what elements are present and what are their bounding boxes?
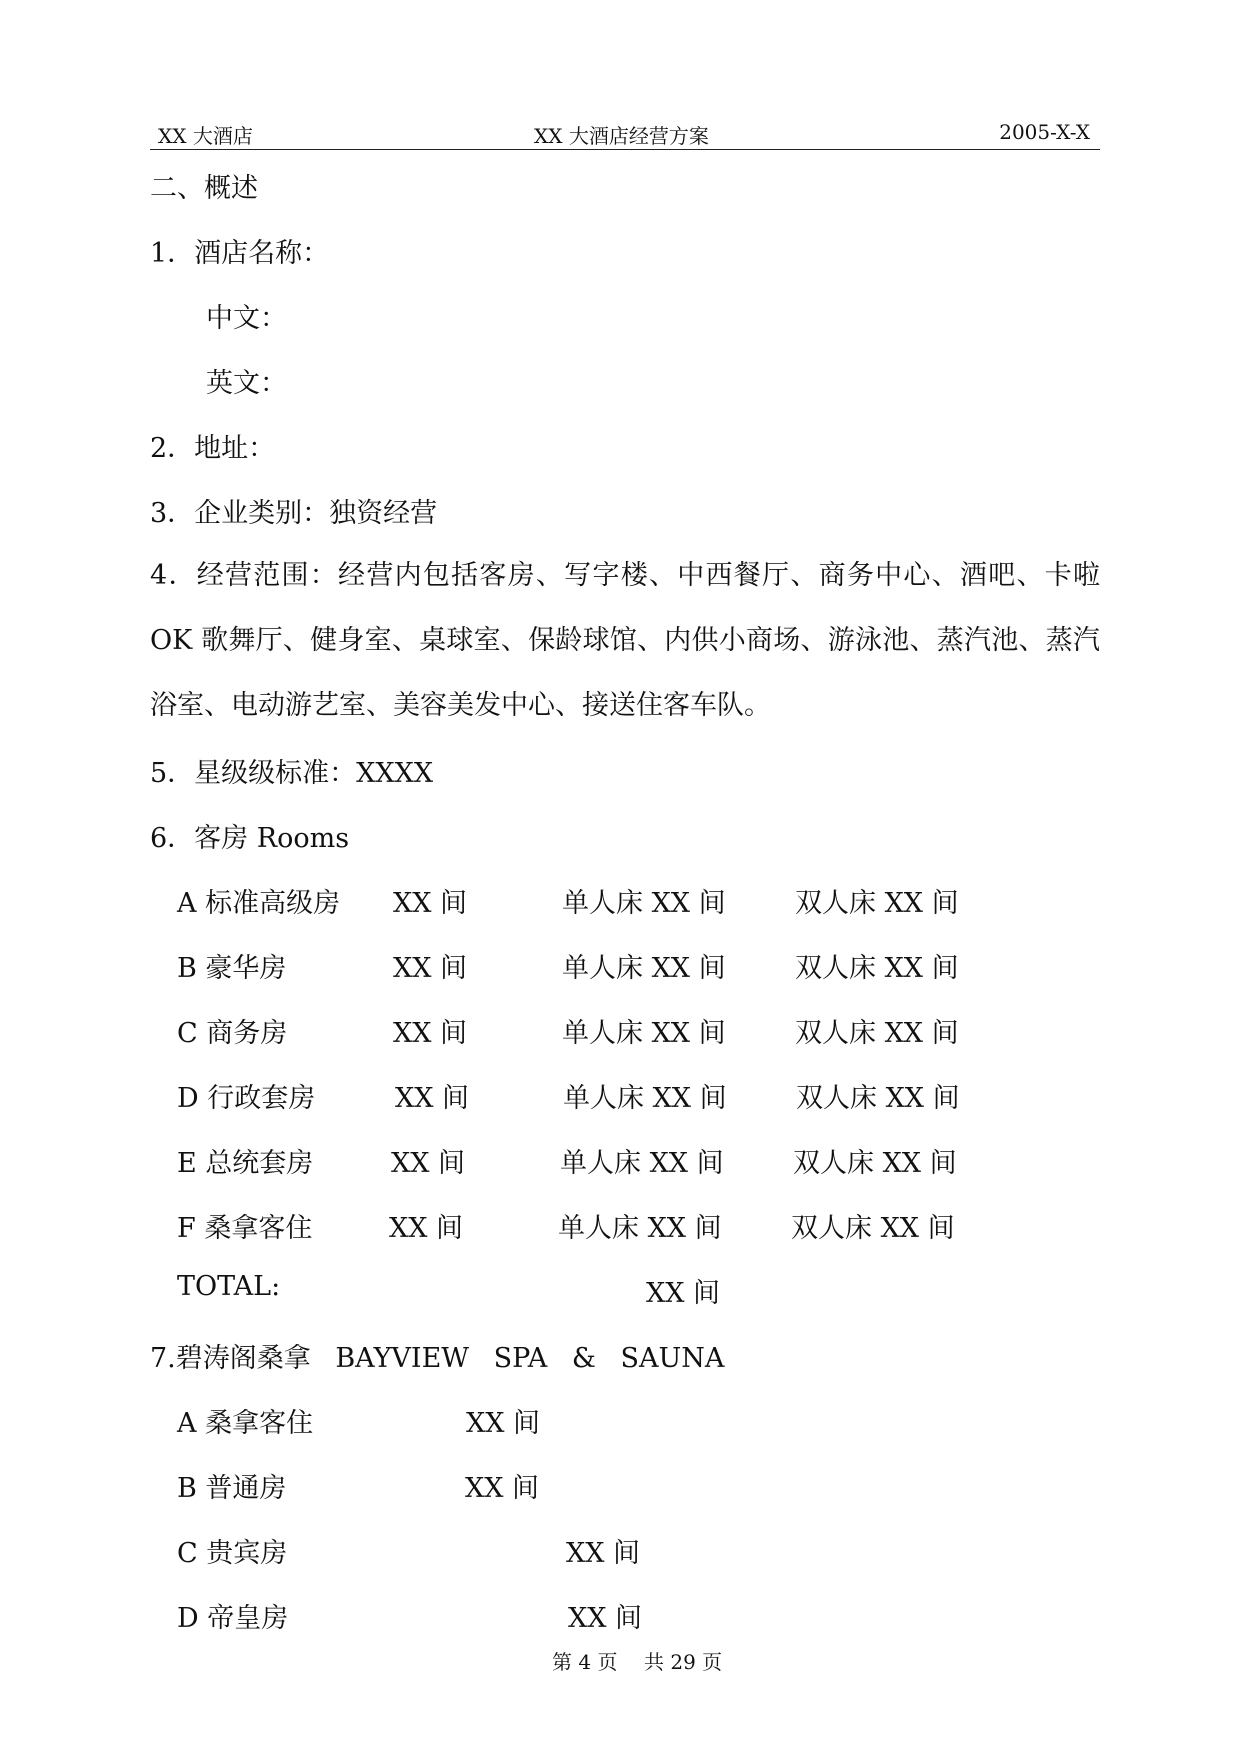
hotel-name-english: 英文： (206, 368, 287, 399)
spa-room-count: XX 间 (568, 1603, 643, 1634)
spa-room-type: A 桑拿客住 (177, 1408, 314, 1439)
single-bed-count: 单人床 XX 间 (562, 953, 726, 984)
room-count: XX 间 (393, 1018, 468, 1049)
double-bed-count: 双人床 XX 间 (795, 1018, 959, 1049)
room-count: XX 间 (395, 1083, 470, 1114)
spa-room-type: B 普通房 (177, 1473, 287, 1504)
header-divider (150, 149, 1100, 150)
page-total: 共 29 页 (644, 1650, 723, 1674)
spa-room-type: D 帝皇房 (177, 1603, 289, 1634)
room-type: A 标准高级房 (177, 888, 341, 919)
category-item: 3．企业类别：独资经营 (150, 498, 438, 529)
room-count: XX 间 (393, 953, 468, 984)
room-type: B 豪华房 (177, 953, 287, 984)
header-document-title: XX 大酒店经营方案 (534, 124, 709, 148)
double-bed-count: 双人床 XX 间 (791, 1213, 955, 1244)
rooms-title: 6．客房 Rooms (150, 823, 350, 854)
spa-title: 7.碧涛阁桑拿 BAYVIEW SPA & SAUNA (150, 1343, 725, 1374)
hotel-name-label: 1．酒店名称： (150, 238, 330, 269)
room-type: E 总统套房 (177, 1148, 314, 1179)
page-number: 第 4 页 (552, 1650, 618, 1674)
spa-room-count: XX 间 (466, 1408, 541, 1439)
double-bed-count: 双人床 XX 间 (793, 1148, 957, 1179)
business-scope-paragraph: 4．经营范围：经营内包括客房、写字楼、中西餐厅、商务中心、酒吧、卡啦 OK 歌舞厅、健身室、桌球室、保龄球馆、内供小商场、游泳池、蒸汽池、蒸汽浴室、电动游艺室、美容美发中心、接送住客车队。 (150, 560, 1100, 721)
spa-room-count: XX 间 (566, 1538, 641, 1569)
room-count: XX 间 (393, 888, 468, 919)
room-type: D 行政套房 (177, 1083, 316, 1114)
header-date: 2005-X-X (999, 120, 1090, 144)
page-header (150, 120, 1100, 150)
spa-room-type: C 贵宾房 (177, 1538, 288, 1569)
room-type: F 桑拿客住 (177, 1213, 313, 1244)
address-item: 2．地址： (150, 433, 276, 464)
room-count: XX 间 (389, 1213, 464, 1244)
single-bed-count: 单人床 XX 间 (562, 888, 726, 919)
room-type: C 商务房 (177, 1018, 288, 1049)
single-bed-count: 单人床 XX 间 (558, 1213, 722, 1244)
header-hotel-name: XX 大酒店 (158, 124, 253, 148)
single-bed-count: 单人床 XX 间 (560, 1148, 724, 1179)
double-bed-count: 双人床 XX 间 (796, 1083, 960, 1114)
hotel-name-chinese: 中文： (206, 303, 287, 334)
single-bed-count: 单人床 XX 间 (562, 1018, 726, 1049)
total-value: XX 间 (646, 1278, 721, 1309)
spa-room-count: XX 间 (465, 1473, 540, 1504)
star-rating-item: 5．星级级标准：XXXX (150, 758, 434, 789)
room-count: XX 间 (391, 1148, 466, 1179)
section-title: 二、概述 (150, 173, 258, 204)
double-bed-count: 双人床 XX 间 (795, 953, 959, 984)
total-label: TOTAL: (177, 1271, 281, 1302)
double-bed-count: 双人床 XX 间 (795, 888, 959, 919)
single-bed-count: 单人床 XX 间 (563, 1083, 727, 1114)
